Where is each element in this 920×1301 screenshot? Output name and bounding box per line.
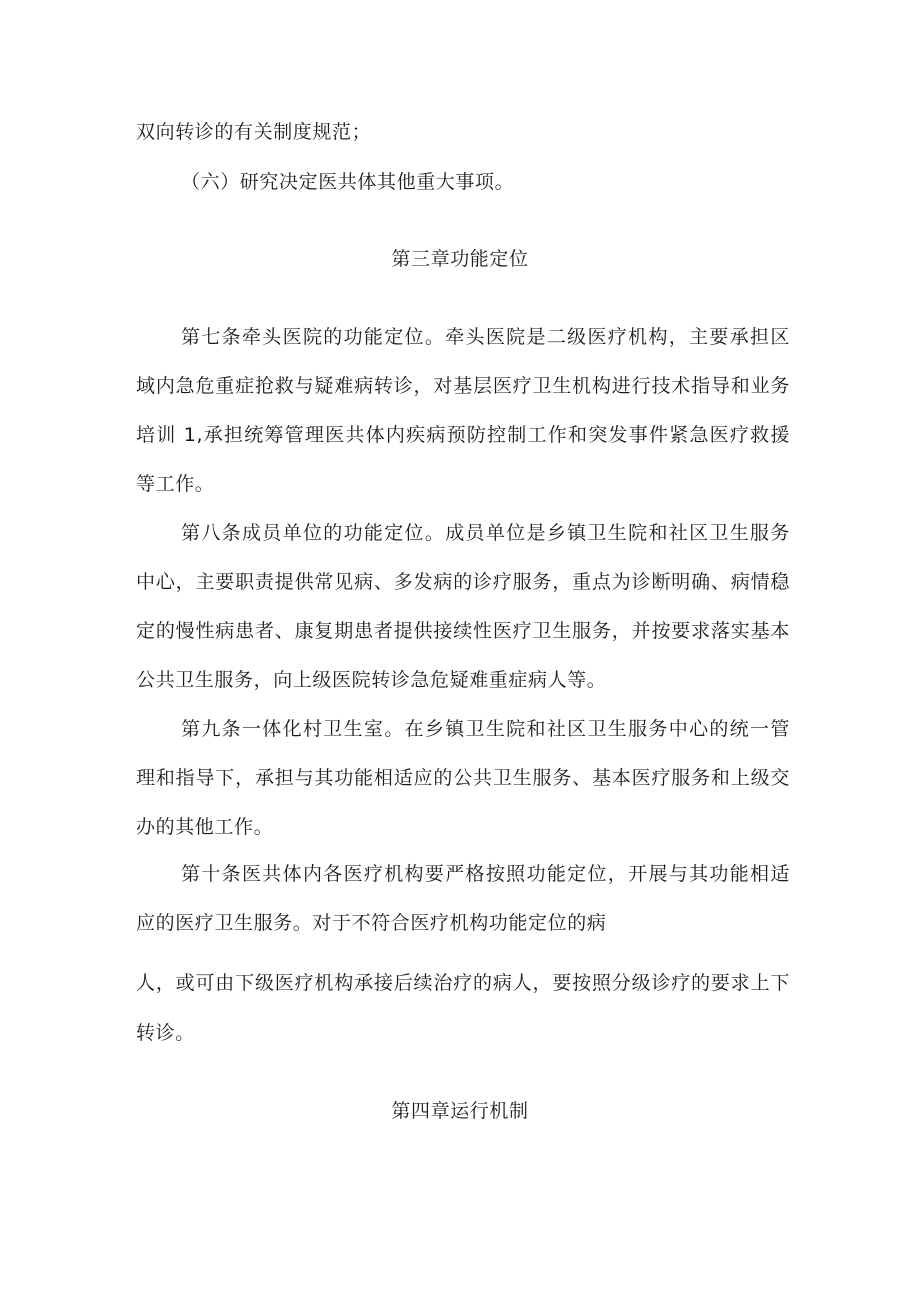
- paragraph-line: 培训 1,承担统筹管理医共体内疾病预防控制工作和突发事件紧急医疗救援: [136, 424, 790, 446]
- paragraph-line: 第八条成员单位的功能定位。成员单位是乡镇卫生院和社区卫生服务: [181, 522, 790, 544]
- paragraph-line: 等工作。: [136, 473, 215, 495]
- paragraph-line: 第七条牵头医院的功能定位。牵头医院是二级医疗机构，主要承担区: [181, 326, 790, 348]
- paragraph-line: 办的其他工作。: [136, 816, 274, 838]
- paragraph-line: 人，或可由下级医疗机构承接后续治疗的病人，要按照分级诊疗的要求上下: [136, 972, 790, 994]
- paragraph-line: 公共卫生服务，向上级医院转诊急危疑难重症病人等。: [136, 669, 607, 691]
- item-six: （六）研究决定医共体其他重大事项。: [181, 171, 515, 193]
- intro-line: 双向转诊的有关制度规范；: [136, 121, 372, 143]
- paragraph-line: 定的慢性病患者、康复期患者提供接续性医疗卫生服务，并按要求落实基本: [136, 620, 790, 642]
- paragraph-line: 第十条医共体内各医疗机构要严格按照功能定位，开展与其功能相适: [181, 863, 790, 885]
- paragraph-line: 应的医疗卫生服务。对于不符合医疗机构功能定位的病: [136, 912, 607, 934]
- paragraph-line: 第九条一体化村卫生室。在乡镇卫生院和社区卫生服务中心的统一管: [181, 718, 790, 740]
- paragraph-line: 理和指导下，承担与其功能相适应的公共卫生服务、基本医疗服务和上级交: [136, 767, 790, 789]
- paragraph-line: 转诊。: [136, 1022, 195, 1044]
- chapter-3-title: 第三章功能定位: [391, 248, 529, 270]
- paragraph-line: 域内急危重症抢救与疑难病转诊，对基层医疗卫生机构进行技术指导和业务: [136, 375, 790, 397]
- chapter-4-title: 第四章运行机制: [391, 1100, 529, 1122]
- paragraph-line: 中心，主要职责提供常见病、多发病的诊疗服务，重点为诊断明确、病情稳: [136, 571, 790, 593]
